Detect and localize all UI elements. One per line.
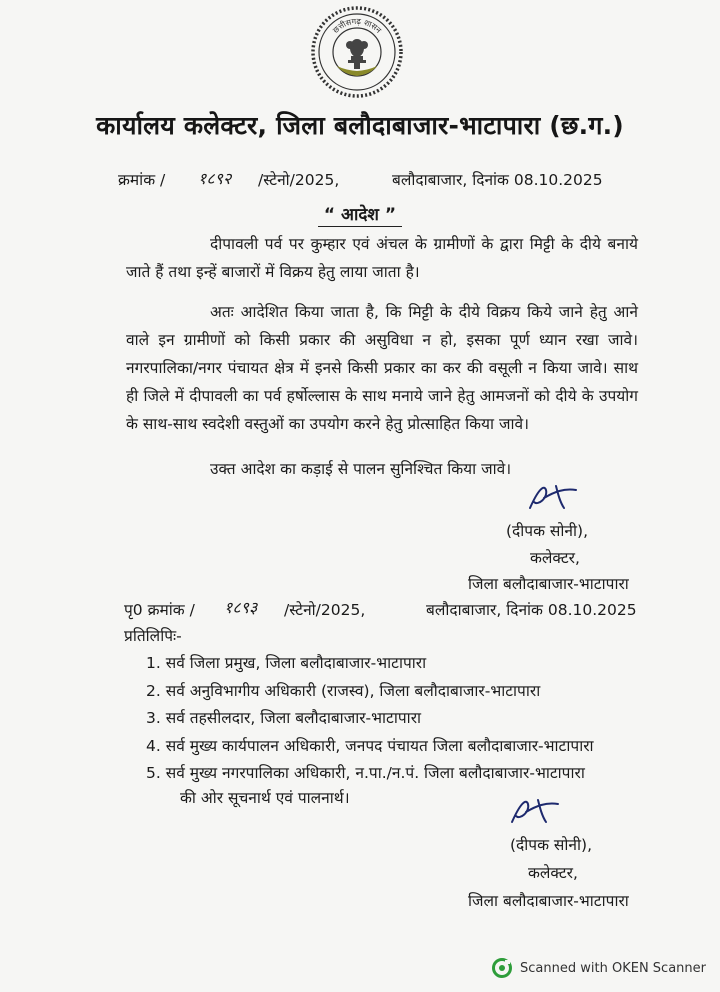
endorsement-ref-place-date: बलौदाबाजार, दिनांक 08.10.2025 [426,601,637,619]
signatory-designation: कलेक्टर, [530,549,580,567]
watermark-text: Scanned with OKEN Scanner [520,960,706,976]
list-item: 1. सर्व जिला प्रमुख, जिला बलौदाबाजार-भाटापारा [146,654,427,672]
signatory2-office: जिला बलौदाबाजार-भाटापारा [468,892,629,910]
emblem-text: छत्तीसगढ़ शासन [331,16,384,35]
office-heading: कार्यालय कलेक्टर, जिला बलौदाबाजार-भाटापारा (छ.ग.) [96,111,624,140]
signature-2 [506,794,568,828]
list-item: 5. सर्व मुख्य नगरपालिका अधिकारी, न.पा./न.पं. जिला बलौदाबाजार-भाटापारा [146,764,585,782]
svg-text:छत्तीसगढ़ शासन [331,17,383,35]
signatory2-name: (दीपक सोनी), [510,836,593,854]
paragraph-2: अतः आदेशित किया जाता है, कि मिट्टी के दीये विक्रय किये जाने हेतु आने वाले इन ग्रामीणों को किसी प्रकार की असुविधा न हो, इसका पूर्ण ध्यान रखा जावे। नगरपालिका/नगर पंचायत क्षेत्र में इनसे किसी प्रकार का कर की वसूली न किया जावे। साथ ही जिले में दीपावली का पर्व हर्षोल्लास के साथ मनाये जाने हेतु आमजनों को दीये के उपयोग के साथ-साथ स्वदेशी वस्तुओं का उपयोग करने हेतु प्रोत्साहित किया जावे। [126,303,638,433]
list-item: 2. सर्व अनुविभागीय अधिकारी (राजस्व), जिला बलौदाबाजार-भाटापारा [146,681,541,700]
government-emblem-icon [309,4,405,100]
signatory2-designation: कलेक्टर, [528,864,578,882]
signatory-office: जिला बलौदाबाजार-भाटापारा [468,575,629,593]
order-ref-place-date: बलौदाबाजार, दिनांक 08.10.2025 [392,171,603,189]
scanner-watermark [492,957,706,979]
copy-to-label: प्रतिलिपिः- [124,627,182,645]
paragraph-3: उक्त आदेश का कड़ाई से पालन सुनिश्चित किया जावे। [210,460,512,478]
list-item: 3. सर्व तहसीलदार, जिला बलौदाबाजार-भाटापारा [146,709,422,727]
order-ref-suffix: /स्टेनो/2025, [258,171,340,189]
order-ref-prefix: क्रमांक / [118,171,166,189]
endorsement-ref-prefix: पृ0 क्रमांक / [124,601,195,619]
copy-to-list [146,651,594,789]
endorsement-ref-number: १८९३ [224,598,258,617]
endorsement-ref-suffix: /स्टेनो/2025, [284,601,366,619]
order-title-text: “ आदेश ” [318,205,402,227]
order-ref-number: १८९२ [198,169,232,188]
order-title [0,202,720,225]
oken-scanner-icon [492,958,512,978]
signatory-name: (दीपक सोनी), [506,522,589,540]
paragraph-1: दीपावली पर्व पर कुम्हार एवं अंचल के ग्रामीणों के द्वारा मिट्टी के दीये बनाये जाते हैं तथा इन्हें बाजारों में विक्रय हेतु लाया जाता है। [126,235,638,281]
signature-1 [524,480,586,514]
list-item: 4. सर्व मुख्य कार्यपालन अधिकारी, जनपद पंचायत जिला बलौदाबाजार-भाटापारा [146,736,594,755]
copy-to-closing: की ओर सूचनार्थ एवं पालनार्थ। [180,789,350,807]
